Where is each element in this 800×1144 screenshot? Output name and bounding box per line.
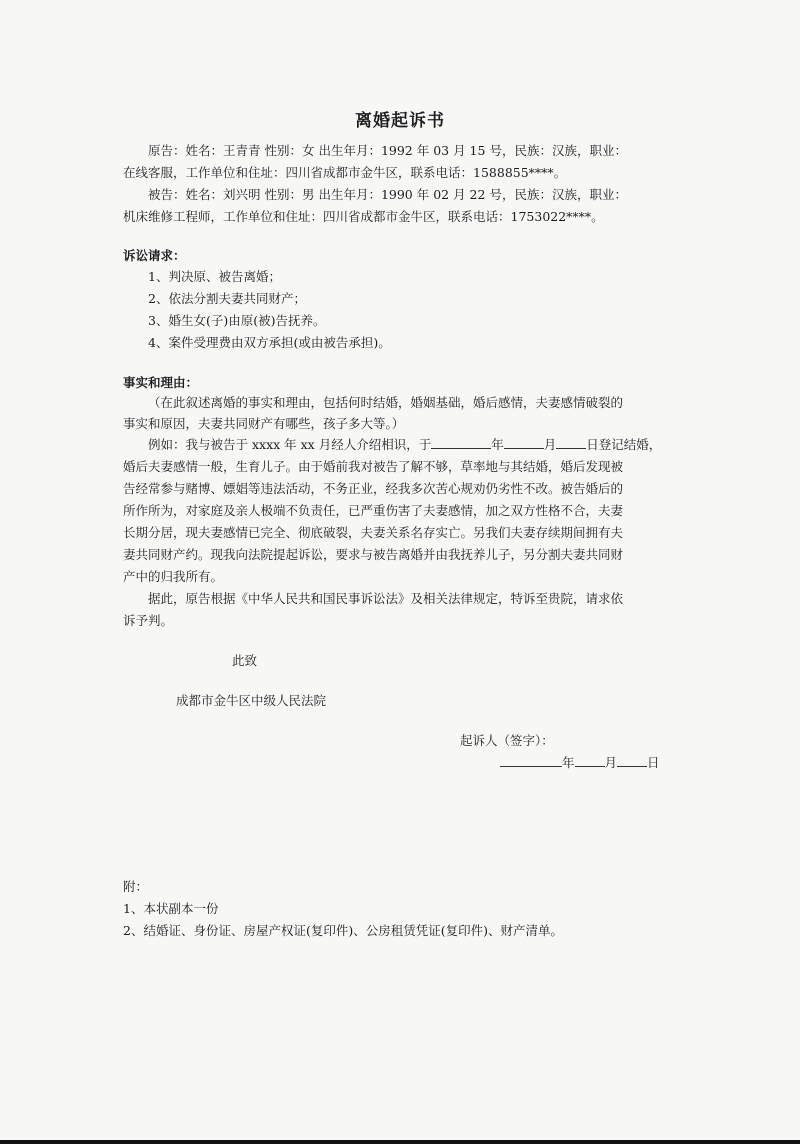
conclusion-line-1: 据此，原告根据《中华人民共和国民事诉讼法》及相关法律规定，特诉至贵院，请求依 xyxy=(148,591,624,606)
date-day: 日 xyxy=(647,755,660,770)
salutation: 此致 xyxy=(232,653,258,668)
facts-body-line: 长期分居，现夫妻感情已完全、彻底破裂，夫妻关系名存实亡。另我们夫妻存续期间拥有夫 xyxy=(123,525,624,540)
example-day-suffix: 日登记结婚， xyxy=(586,437,662,452)
blank-year xyxy=(431,436,491,449)
claim-item: 1、判决原、被告离婚； xyxy=(148,269,281,284)
blank-date-year xyxy=(500,754,562,767)
attachment-item: 2、结婚证、身份证、房屋产权证(复印件)、公房租赁凭证(复印件)、财产清单。 xyxy=(123,923,563,938)
facts-body-line: 婚后夫妻感情一般，生育儿子。由于婚前我对被告了解不够，草率地与其结婚，婚后发现被 xyxy=(123,459,624,474)
signature-date xyxy=(500,754,660,772)
blank-month xyxy=(504,436,544,449)
date-year: 年 xyxy=(562,755,575,770)
court-name: 成都市金牛区中级人民法院 xyxy=(176,693,327,708)
blank-date-day xyxy=(617,754,647,767)
facts-body-line: 妻共同财产约。现我向法院提起诉讼，要求与被告离婚并由我抚养儿子，另分割夫妻共同财 xyxy=(123,547,624,562)
attachments-heading: 附： xyxy=(123,879,149,894)
document-title: 离婚起诉书 xyxy=(355,111,445,131)
signature-label: 起诉人（签字）： xyxy=(460,733,554,748)
example-month: 月 xyxy=(543,437,557,452)
attachment-item: 1、本状副本一份 xyxy=(123,901,219,916)
claims-heading: 诉讼请求： xyxy=(123,248,186,263)
facts-note-line-1: （在此叙述离婚的事实和理由，包括何时结婚，婚姻基础，婚后感情，夫妻感情破裂的 xyxy=(148,395,624,410)
blank-day xyxy=(556,436,586,449)
facts-body-line: 产中的归我所有。 xyxy=(123,569,224,584)
blank-date-month xyxy=(575,754,605,767)
facts-note-line-2: 事实和原因，夫妻共同财产有哪些，孩子多大等。） xyxy=(123,416,405,431)
conclusion-line-2: 诉予判。 xyxy=(123,613,174,628)
example-prefix: 例如：我与被告于 xxxx 年 xx 月经人介绍相识，于 xyxy=(148,437,432,452)
plaintiff-line-2: 在线客服，工作单位和住址：四川省成都市金牛区，联系电话：1588855****。 xyxy=(123,165,567,180)
plaintiff-line-1: 原告：姓名：王青青 性别：女 出生年月：1992 年 03 月 15 号，民族：汉族，职业： xyxy=(148,143,627,158)
facts-heading: 事实和理由： xyxy=(123,375,199,390)
facts-example-line xyxy=(148,436,661,454)
example-year: 年 xyxy=(491,437,504,452)
claim-item: 4、案件受理费由双方承担(或由被告承担)。 xyxy=(148,335,391,350)
defendant-line-1: 被告：姓名：刘兴明 性别：男 出生年月：1990 年 02 月 22 号，民族：汉族，职业： xyxy=(148,187,627,202)
facts-body-line: 告经常参与赌博、嫖娼等违法活动，不务正业，经我多次苦心规劝仍劣性不改。被告婚后的 xyxy=(123,481,624,496)
claim-item: 2、依法分割夫妻共同财产； xyxy=(148,291,306,306)
facts-body-line: 所作所为，对家庭及亲人极端不负责任，已严重伤害了夫妻感情，加之双方性格不合，夫妻 xyxy=(123,503,624,518)
date-month: 月 xyxy=(604,755,618,770)
claim-item: 3、婚生女(子)由原(被)告抚养。 xyxy=(148,313,326,328)
defendant-line-2: 机床维修工程师，工作单位和住址：四川省成都市金牛区，联系电话：1753022****。 xyxy=(123,209,604,224)
